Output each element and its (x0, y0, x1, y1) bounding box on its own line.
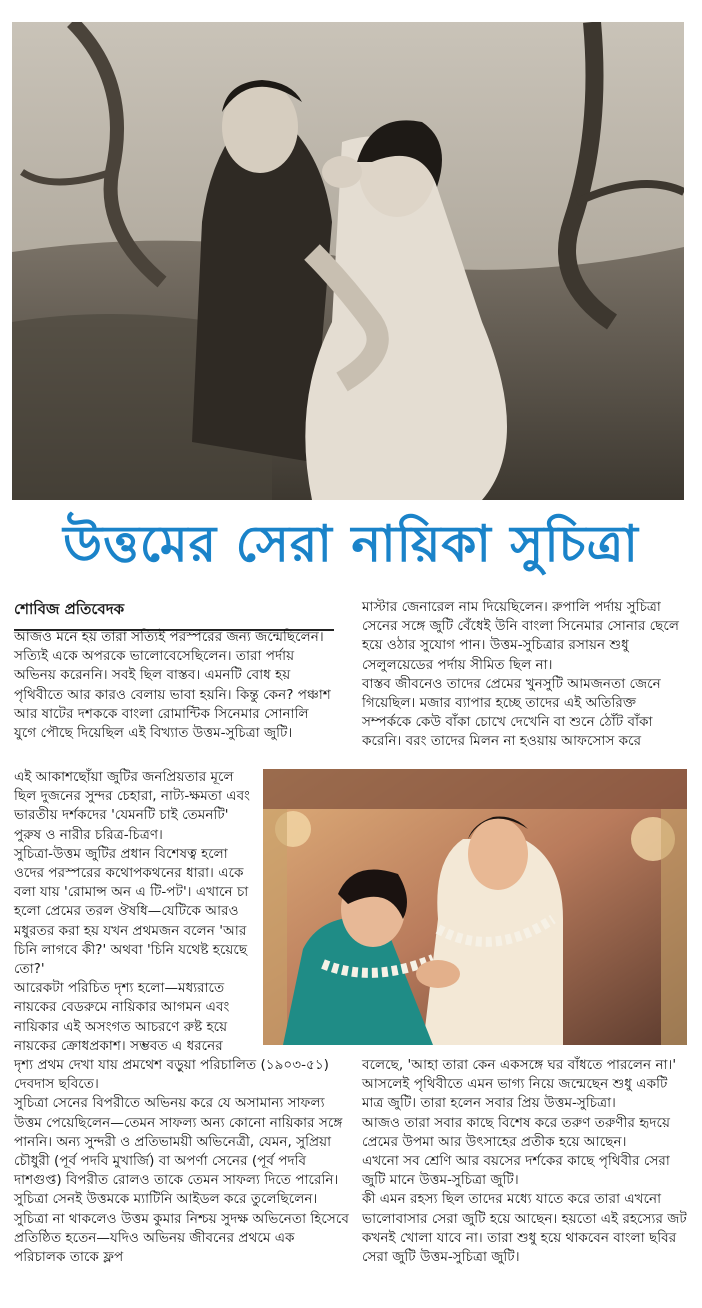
paragraph: কী এমন রহস্য ছিল তাদের মধ্যে যাতে করে তারা এখনো ভালোবাসার সেরা জুটি হয়ে আছেন। হয়তো এই রহস্যের জট কখনই খোলা যাবে না। তারা শুধু হয়ে থাকবেন বাংলা ছবির সেরা জুটি উত্তম-সুচিত্রা জুটি। (362, 1191, 687, 1266)
paragraph: দৃশ্য প্রথম দেখা যায় প্রমথেশ বড়ুয়া পরিচালিত (১৯০৩-৫১) দেবদাস ছবিতে। (14, 1057, 329, 1093)
column-left-mid (14, 768, 256, 1056)
top-photo-couple (12, 22, 684, 500)
column-left-top (14, 628, 334, 743)
column-left-bottom (14, 1056, 350, 1267)
paragraph: বাস্তব জীবনেও তাদের প্রেমের খুনসুটি আমজনতা জেনে গিয়েছিল। মজার ব্যাপার হচ্ছে তাদের এই অতিরিক্ত সম্পর্ককে কেউ বাঁকা চোখে দেখেনি বা শুনে ঠোঁট বাঁকা করেনি। বরং তাদের মিলন না হওয়ায় আফসোস করে (362, 675, 661, 750)
sepia-film-still (12, 22, 684, 500)
paragraph: এই আকাশছোঁয়া জুটির জনপ্রিয়তার মূলে ছিল দুজনের সুন্দর চেহারা, নাট্য-ক্ষমতা এবং ভারতীয় দর্শকদের 'যেমনটি চাই তেমনটি' পুরুষ ও নারীর চরিত্র-চিত্রণ। (14, 769, 251, 843)
paragraph: সুচিত্রা সেনের বিপরীতে অভিনয় করে যে অসামান্য সাফল্য উত্তম পেয়েছিলেন—তেমন সাফল্য অন্য কোনো নায়িকার সঙ্গে পাননি। অন্য সুন্দরী ও প্রতিভাময়ী অভিনেত্রী, যেমন, সুপ্রিয়া চৌধুরী (পূর্ব পদবি মুখার্জি) বা অপর্ণা সেনের (পূর্ব পদবি দাশগুপ্ত) বিপরীত রোলও তাকে তেমন সাফল্য দিতে পারেনি। (14, 1095, 343, 1189)
headline (0, 508, 702, 580)
paragraph: সুচিত্রা সেনই উত্তমকে ম্যাটিনি আইডল করে তুলেছিলেন। সুচিত্রা না থাকলেও উত্তম কুমার নিশ্চয় সুদক্ষ অভিনেতা হিসেবে প্রতিষ্ঠিত হতেন—যদিও অভিনয় জীবনের প্রথমে এক পরিচালক তাকে ফ্লপ (14, 1191, 349, 1266)
middle-photo-wedding-scene (263, 769, 687, 1045)
paragraph: আজও তারা সবার কাছে বিশেষ করে তরুণ তরুণীর হৃদয়ে প্রেমের উপমা আর উৎসাহের প্রতীক হয়ে আছেন। (362, 1114, 671, 1150)
paragraph: বলেছে, 'আহা তারা কেন একসঙ্গে ঘর বাঁধতে পারলেন না।' আসলেই পৃথিবীতে এমন ভাগ্য নিয়ে জন্মেছেন শুধু একটি মাত্র জুটি। তারা হলেন সবার প্রিয় উত্তম-সুচিত্রা। (362, 1057, 677, 1112)
byline: শোবিজ প্রতিবেদক (14, 598, 334, 631)
paragraph: মাস্টার জেনারেল নাম দিয়েছিলেন। রুপালি পর্দায় সুচিত্রা সেনের সঙ্গে জুটি বেঁধেই উনি বাংলা সিনেমার সোনার ছেলে হয়ে ওঠার সুযোগ পান। উত্তম-সুচিত্রার রসায়ন শুধু সেলুলয়েডের পর্দায় সীমিত ছিল না। (362, 599, 680, 673)
column-right-top (362, 598, 688, 752)
paragraph: সুচিত্রা-উত্তম জুটির প্রধান বিশেষত্ব হলো ওদের পরস্পরের কথোপকথনের ধারা। একে বলা যায় 'রোমান্স অন এ টি-পট'। এখানে চা হলো প্রেমের তরল ঔষধি—যেটিকে আরও মধুরতর করা হয় যখন প্রথমজন বলেন 'আর চিনি লাগবে কী?' অথবা 'চিনি যথেষ্ট হয়েছে তো?' (14, 845, 249, 978)
paragraph: আরেকটা পরিচিত দৃশ্য হলো—মধ্যরাতে নায়কের বেডরুমে নায়িকার আগমন এবং নায়িকার এই অসংগত আচরণে রুষ্ট হয়ে নায়কের ক্রোধপ্রকাশ। সম্ভবত এ ধরনের (14, 980, 230, 1054)
paragraph: আজও মনে হয় তারা সত্যিই পরস্পরের জন্য জন্মেছিলেন। সত্যিই একে অপরকে ভালোবেসেছিলেন। তারা পর্দায় অভিনয় করেননি। সবই ছিল বাস্তব। এমনটি বোধ হয় পৃথিবীতে আর কারও বেলায় ভাবা হয়নি। কিন্তু কেন? পঞ্চাশ আর ষাটের দশককে বাংলা রোমান্টিক সিনেমার সোনালি যুগে পৌছে দিয়েছিল এই বিখ্যাত উত্তম-সুচিত্রা জুটি। (14, 629, 331, 742)
color-film-still (263, 769, 687, 1045)
paragraph: এখনো সব শ্রেণি আর বয়সের দর্শকের কাছে পৃথিবীর সেরা জুটি মানে উত্তম-সুচিত্রা জুটি। (362, 1153, 670, 1189)
headline-text: উত্তমের সেরা নায়িকা সুচিত্রা (63, 515, 639, 573)
column-right-bottom (362, 1056, 688, 1267)
